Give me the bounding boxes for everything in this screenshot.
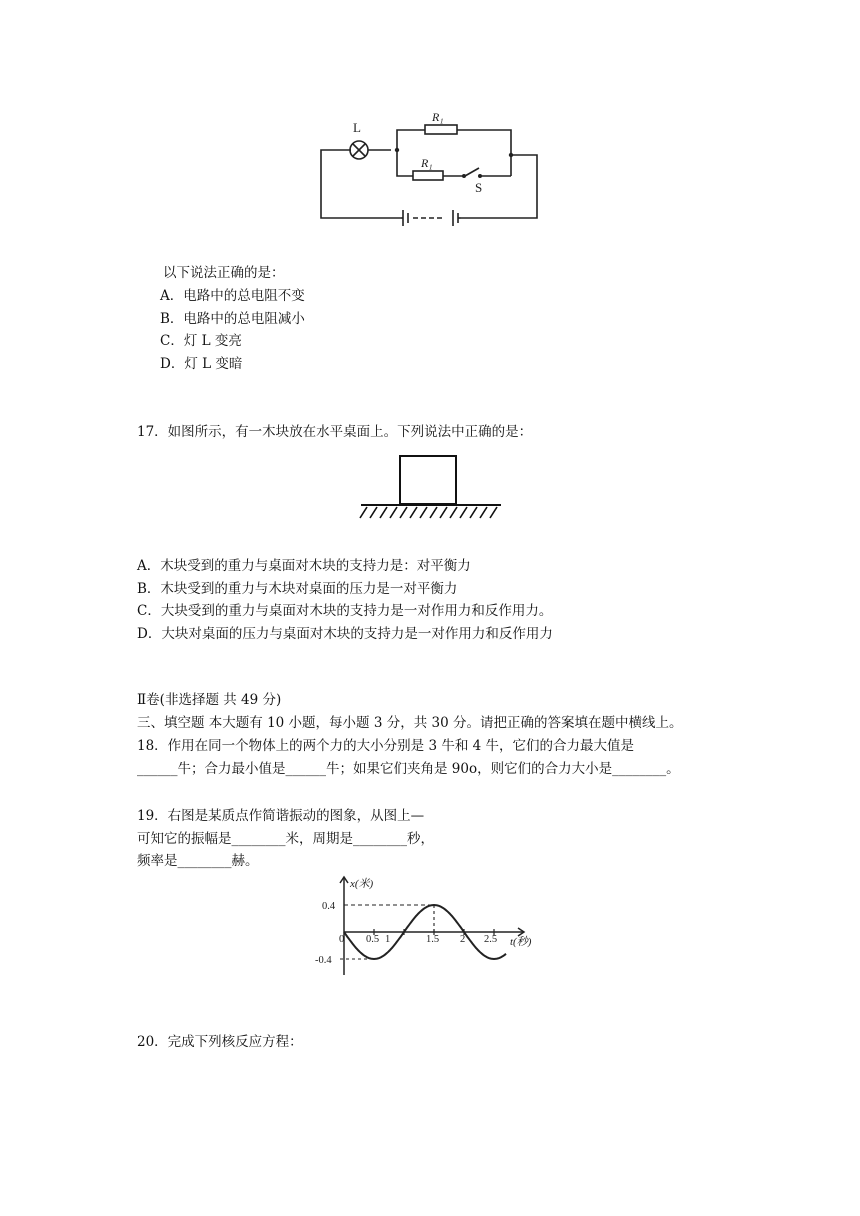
circuit-diagram (315, 110, 545, 232)
q17-option-a: A．木块受到的重力与桌面对木块的支持力是：对平衡力 (137, 558, 471, 574)
section2-title: Ⅱ卷(非选择题 共 49 分) (137, 692, 282, 708)
x-axis-label: t(秒) (510, 936, 532, 948)
q16-prompt: 以下说法正确的是： (163, 265, 285, 281)
x-tick-0-5: 0.5 (366, 934, 380, 945)
x-tick-1-5: 1.5 (426, 934, 440, 945)
y-tick-negative: -0.4 (315, 955, 332, 966)
block-on-table-diagram (355, 450, 505, 522)
shm-graph (312, 872, 537, 977)
q16-option-c: C．灯 L 变亮 (160, 333, 242, 349)
q16-option-b: B．电路中的总电阻减小 (160, 311, 305, 327)
lamp-label: L (353, 120, 361, 135)
q17-prompt: 17．如图所示，有一木块放在水平桌面上。下列说法中正确的是： (137, 424, 533, 440)
section2-instructions: 三、填空题 本大题有 10 小题，每小题 3 分，共 30 分。请把正确的答案填在题中横线上。 (137, 715, 683, 731)
q17-option-c: C．大块受到的重力与桌面对木块的支持力是一对作用力和反作用力。 (137, 603, 553, 619)
q17-option-d: D．大块对桌面的压力与桌面对木块的支持力是一对作用力和反作用力 (137, 626, 553, 642)
switch-label: S (475, 180, 483, 195)
resistor-label-bottom: R₁ (421, 156, 433, 170)
x-tick-2-5: 2.5 (484, 934, 498, 945)
q19-line2: 可知它的振幅是________米，周期是________秒， (137, 831, 434, 847)
resistor-label-top: R₁ (432, 110, 444, 124)
origin-label: 0 (339, 934, 345, 945)
q16-option-d: D．灯 L 变暗 (160, 356, 243, 372)
x-tick-1: 1 (385, 934, 391, 945)
x-tick-2: 2 (460, 934, 466, 945)
q16-option-a: A．电路中的总电阻不变 (160, 288, 305, 304)
q19-line3: 频率是________赫。 (137, 853, 259, 869)
q19-line1: 19．右图是某质点作简谐振动的图象，从图上— (137, 808, 425, 824)
q17-option-b: B．木块受到的重力与木块对桌面的压力是一对平衡力 (137, 581, 458, 597)
q18-line2: ______牛；合力最小值是______牛；如果它们夹角是 90o，则它们的合力大小是________。 (137, 761, 680, 777)
y-tick-positive: 0.4 (322, 901, 336, 912)
y-axis-label: x(米) (350, 878, 374, 890)
wood-block (400, 456, 456, 504)
q20-prompt: 20．完成下列核反应方程： (137, 1034, 303, 1050)
q18-line1: 18．作用在同一个物体上的两个力的大小分别是 3 牛和 4 牛，它们的合力最大值是 (137, 738, 635, 754)
